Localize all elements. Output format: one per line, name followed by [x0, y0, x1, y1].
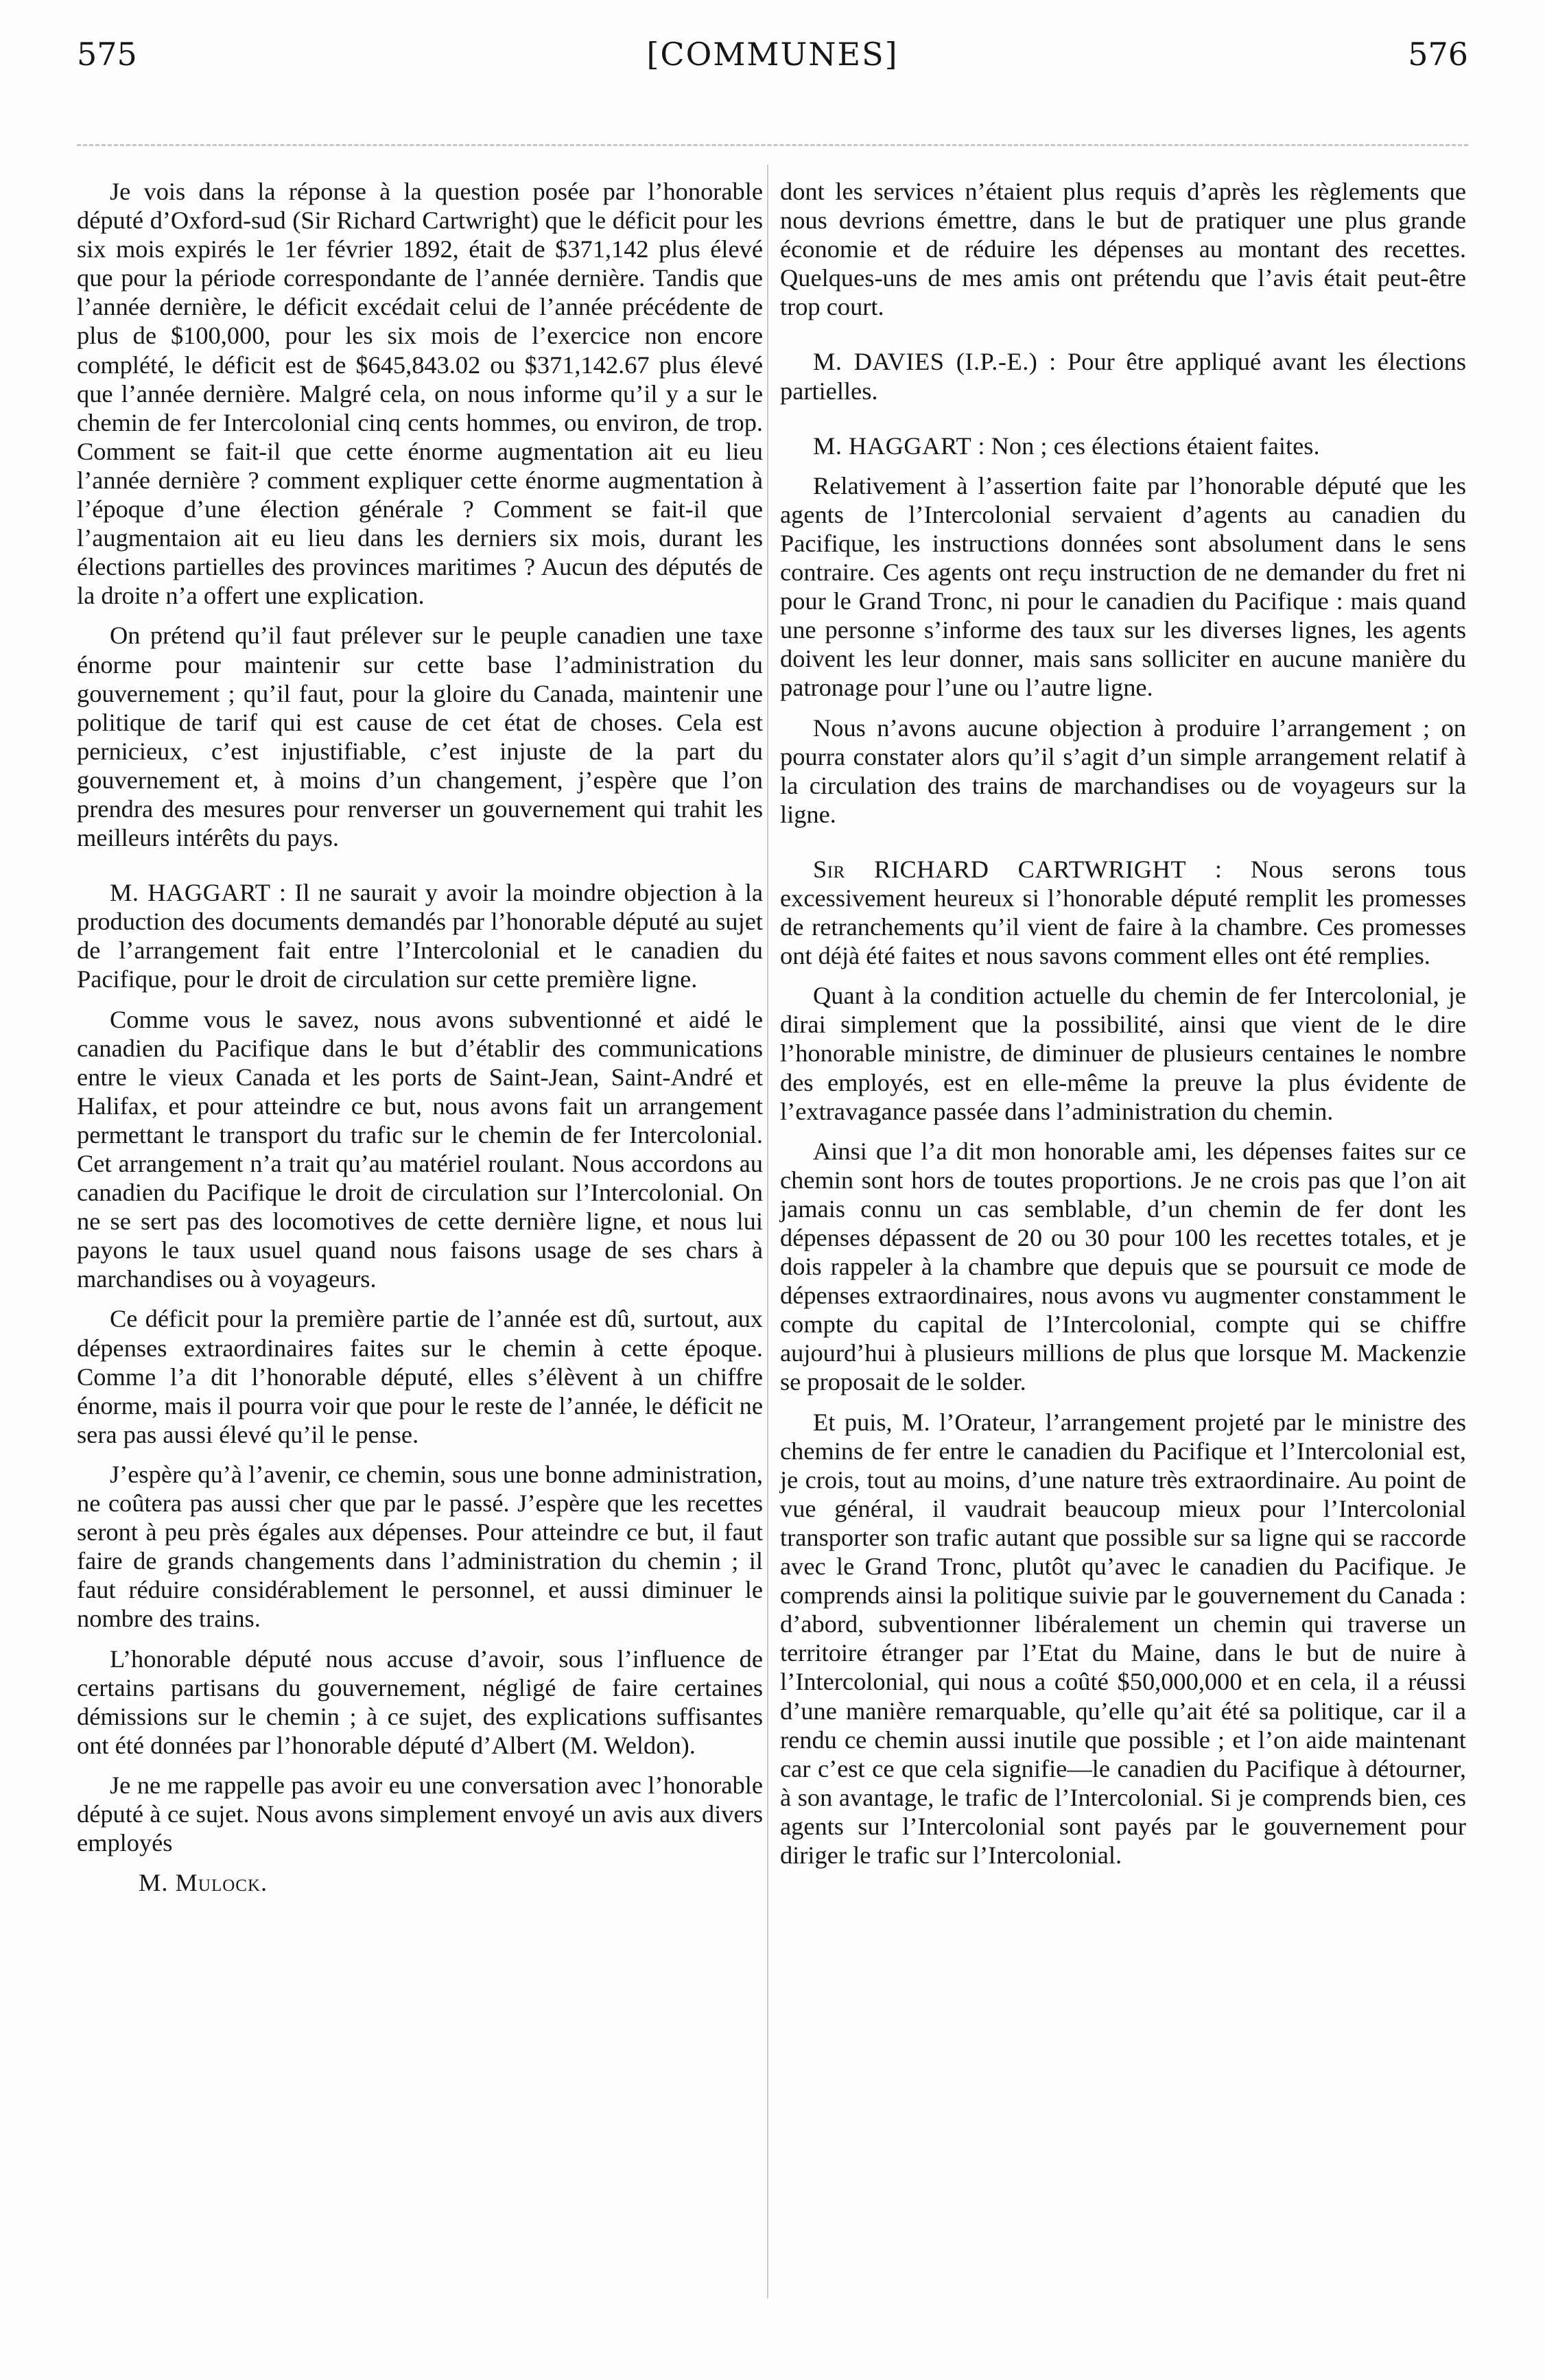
continuation-paragraph: dont les services n’étaient plus requis d’après les règlements que nous devrions émettre, dans le but de pratiquer une plus grande économie et de réduire les dépenses au montant des recettes. Quelques-uns de mes amis ont prétendu que l’avis était peut-être trop court. [780, 178, 1466, 321]
speech-text: : Nous serons tous excessivement heureux si l’honorable député remplit les promesses de retranchements qu’il vient de faire à la chambre. Ces promesses ont déjà été faites et nous savons comment elles ont été remplies. [780, 855, 1466, 970]
speaker-name: M. HAGGART [110, 879, 271, 907]
paragraph: Comme vous le savez, nous avons subventionné et aidé le canadien du Pacifique dans le but d’établir des communications entre le vieux Canada et les ports de Saint-Jean, Saint-André et Halifax, et pour atteindre ce but, nous avons fait un arrangement permettant le transport du trafic sur le chemin de fer Intercolonial. Cet arrangement n’a trait qu’au matériel roulant. Nous accordons au canadien du Pacifique le droit de circulation sur l’Intercolonial. On ne se sert pas des locomotives de cette dernière ligne, et nous lui payons le taux usuel quand nous faisons usage de ses chars à marchandises ou à voyageurs. [77, 1005, 763, 1293]
paragraph: Ainsi que l’a dit mon honorable ami, les dépenses faites sur ce chemin sont hors de toutes proportions. Je ne crois pas que l’on ait jamais connu un cas semblable, d’un chemin de fer dont les dépenses dépassent de 20 ou 30 pour 100 les recettes totales, et je dois rappeler à la chambre que depuis que se poursuit ce mode de dépenses extraordinaires, nous avons vu augmenter constamment le compte du capital de l’Intercolonial, compte qui se chiffre aujourd’hui à plusieurs millions de plus que lorsque M. Mackenzie se proposait de le solder. [780, 1137, 1466, 1396]
paragraph: On prétend qu’il faut prélever sur le peuple canadien une taxe énorme pour maintenir sur cette base l’administration du gouvernement ; qu’il faut, pour la gloire du Canada, maintenir une politique de tarif qui est cause de cet état de choses. Cela est pernicieux, c’est injustifiable, c’est injuste de la part du gouvernement et, à moins d’un changement, j’espère que l’on prendra des mesures pour renverser un gouvernement qui trahit les meilleurs intérêts du pays. [77, 622, 763, 852]
page-header [77, 36, 1468, 91]
page-number-left: 575 [77, 36, 137, 73]
running-head: [COMMUNES] [646, 36, 899, 73]
column-divider [767, 165, 768, 2298]
speaker-paragraph [780, 347, 1466, 405]
speaker-name: M. HAGGART [813, 432, 972, 460]
header-rule [77, 144, 1468, 146]
speaker-paragraph [780, 432, 1466, 460]
paragraph: Je vois dans la réponse à la question posée par l’honorable député d’Oxford-sud (Sir Richard Cartwright) que le déficit pour les six mois expirés le 1er février 1892, était de $371,142 plus élevé que pour la période correspondante de l’année dernière. Tandis que l’année dernière, le déficit excédait celui de l’année précédente de plus de $100,000, pour les six mois de l’exercice non encore complété, le déficit est de $645,843.02 ou $371,142.67 plus élevé que l’année dernière. Malgré cela, on nous informe qu’il y a sur le chemin de fer Intercolonial cinq cents hommes, ou environ, de trop. Comment se fait-il que cette énorme augmentation ait eu lieu l’année dernière ? comment expliquer cette énorme augmentation à l’époque d’une élection générale ? Comment se fait-il que l’augmentaion ait eu lieu dans les derniers six mois, durant les élections partielles des provinces maritimes ? Aucun des députés de la droite n’a offert une explication. [77, 178, 763, 610]
speech-text: : Il ne saurait y avoir la moindre objection à la production des documents demandés par l’honorable député au sujet de l’arrangement fait entre l’Intercolonial et le canadien du Pacifique, pour le droit de circulation sur cette première ligne. [77, 879, 763, 993]
paragraph: Ce déficit pour la première partie de l’année est dû, surtout, aux dépenses extraordinaires faites sur le chemin à cette époque. Comme l’a dit l’honorable député, elles s’élèvent à un chiffre énorme, mais il pourra voir que pour le reste de l’année, le déficit ne sera pas aussi élevé qu’il le pense. [77, 1305, 763, 1448]
speech-text: : Pour être appliqué avant les élections partielles. [780, 348, 1467, 405]
page-number-right: 576 [1408, 36, 1468, 73]
right-column [780, 177, 1466, 1881]
speaker-paragraph [77, 878, 763, 993]
speaker-name: M. DAVIES (I.P.-E.) [813, 348, 1038, 376]
paragraph: Et puis, M. l’Orateur, l’arrangement projeté par le ministre des chemins de fer entre le canadien du Pacifique et l’Intercolonial est, je crois, tout au moins, d’une nature très extraordinaire. Au point de vue général, il vaudrait beaucoup mieux pour l’Intercolonial transporter son trafic autant que possible sur sa ligne qui se raccorde avec le Grand Tronc, plutôt qu’avec le canadien du Pacifique. Je comprends ainsi la politique suivie par le gouvernement du Canada : d’abord, subventionner libéralement un chemin qui traverse un territoire étranger par l’Etat du Maine, dans le but de nuire à l’Intercolonial, qui nous a coûté $50,000,000 et en cela, il a réussi d’une manière remarquable, qu’elle qu’ait été sa politique, car il a rendu ce chemin aussi inutile que possible ; et l’on aide maintenant car c’est ce que cela signifie—le canadien du Pacifique à détourner, à son avantage, le trafic de l’Intercolonial. Si je comprends bien, ces agents sur l’Intercolonial sont payés par le gouvernement pour diriger le trafic sur l’Intercolonial. [780, 1408, 1466, 1869]
speech-text: : Non ; ces élections étaient faites. [971, 432, 1320, 460]
paragraph: Quant à la condition actuelle du chemin de fer Intercolonial, je dirai simplement que la possibilité, ainsi que vient de le dire l’honorable ministre, de diminuer de plusieurs centaines le nombre des employés, est en elle-même la preuve la plus évidente de l’extravagance passée dans l’administration du chemin. [780, 982, 1466, 1125]
speaker-name: Sir RICHARD CARTWRIGHT [813, 855, 1187, 883]
paragraph: L’honorable député nous accuse d’avoir, sous l’influence de certains partisans du gouvernement, négligé de faire certaines démissions sur le chemin ; à ce sujet, des explications suffisantes ont été données par l’honorable député d’Albert (M. Weldon). [77, 1645, 763, 1759]
page-signature: M. Mulock. [139, 1869, 268, 1897]
paragraph: Relativement à l’assertion faite par l’honorable député que les agents de l’Intercolonial servaient d’agents au canadien du Pacifique, les instructions données sont absolument dans le sens contraire. Ces agents ont reçu instruction de ne demander du fret ni pour le Grand Tronc, ni pour le canadien du Pacifique : mais quand une personne s’informe des taux sur les diverses lignes, les agents doivent les leur donner, mais sans solliciter en aucune manière du patronage pour l’une ou l’autre ligne. [780, 471, 1466, 702]
paragraph: Nous n’avons aucune objection à produire l’arrangement ; on pourra constater alors qu’il s’agit d’un simple arrangement relatif à la circulation des trains de marchandises ou de voyageurs sur la ligne. [780, 714, 1466, 828]
paragraph: J’espère qu’à l’avenir, ce chemin, sous une bonne administration, ne coûtera pas aussi cher que par le passé. J’espère que les recettes seront à peu près égales aux dépenses. Pour atteindre ce but, il faut faire de grands changements dans l’administration du chemin ; il faut réduire considérablement le personnel, et aussi diminuer le nombre des trains. [77, 1460, 763, 1633]
left-column [77, 177, 763, 1897]
speaker-paragraph [780, 855, 1466, 970]
paragraph: Je ne me rappelle pas avoir eu une conversation avec l’honorable député à ce sujet. Nous avons simplement envoyé un avis aux divers employés [77, 1771, 763, 1857]
